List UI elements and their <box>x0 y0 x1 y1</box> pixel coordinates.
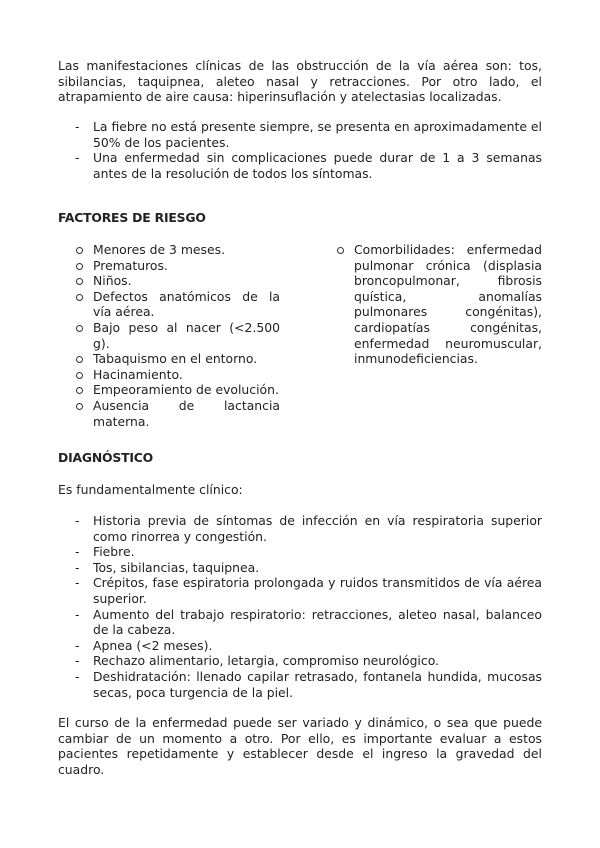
notes-list <box>58 119 542 181</box>
list-item: Menores de 3 meses. <box>58 242 280 258</box>
list-item: - La fiebre no está presente siempre, se presenta en aproximadamente el 50% de los pacientes. <box>58 119 542 150</box>
list-item: Tabaquismo en el entorno. <box>58 351 280 367</box>
list-item: Empeoramiento de evolución. <box>58 382 280 398</box>
diagnosis-list <box>58 513 542 700</box>
list-item: - Aumento del trabajo respiratorio: retracciones, aleteo nasal, balanceo de la cabeza. <box>58 607 542 638</box>
list-item: - Rechazo alimentario, letargia, compromiso neurológico. <box>58 653 542 669</box>
risk-factors-heading: FACTORES DE RIESGO <box>58 210 206 225</box>
list-item: Bajo peso al nacer (<2.500 g). <box>58 320 280 351</box>
closing-paragraph: El curso de la enfermedad puede ser variado y dinámico, o sea que puede cambiar de un momento a otro. Por ello, es importante evaluar a estos pacientes repetidamente y establecer desde el ingreso la gravedad del cuadro. <box>58 715 542 777</box>
list-item: - Historia previa de síntomas de infección en vía respiratoria superior como rinorrea y congestión. <box>58 513 542 544</box>
list-item: - Apnea (<2 meses). <box>58 638 542 654</box>
risk-factors-right-list <box>336 242 542 367</box>
list-item: - Fiebre. <box>58 544 542 560</box>
list-item: Defectos anatómicos de la vía aérea. <box>58 289 280 320</box>
list-item: - Una enfermedad sin complicaciones puede durar de 1 a 3 semanas antes de la resolución de todos los síntomas. <box>58 150 542 181</box>
list-item: Hacinamiento. <box>58 367 280 383</box>
list-item: - Tos, sibilancias, taquipnea. <box>58 560 542 576</box>
list-item: - Crépitos, fase espiratoria prolongada y ruidos transmitidos de vía aérea superior. <box>58 575 542 606</box>
risk-factors-left-list <box>58 242 280 429</box>
list-item: - Deshidratación: llenado capilar retrasado, fontanela hundida, mucosas secas, poca turgencia de la piel. <box>58 669 542 700</box>
intro-paragraph: Las manifestaciones clínicas de las obstrucción de la vía aérea son: tos, sibilancias, taquipnea, aleteo nasal y retracciones. Por otro lado, el atrapamiento de aire causa: hiperinsuflación y atelectasias localizadas. <box>58 58 542 105</box>
list-item: Prematuros. <box>58 258 280 274</box>
list-item: Ausencia de lactancia materna. <box>58 398 280 429</box>
diagnosis-intro: Es fundamentalmente clínico: <box>58 482 243 497</box>
diagnosis-heading: DIAGNÓSTICO <box>58 450 153 465</box>
list-item: Niños. <box>58 273 280 289</box>
list-item: Comorbilidades: enfermedad pulmonar crónica (displasia broncopulmonar, fibrosis quística, anomalías pulmonares congénitas), cardiopatías congénitas, enfermedad neuromuscular, inmunodeficiencias. <box>336 242 542 367</box>
